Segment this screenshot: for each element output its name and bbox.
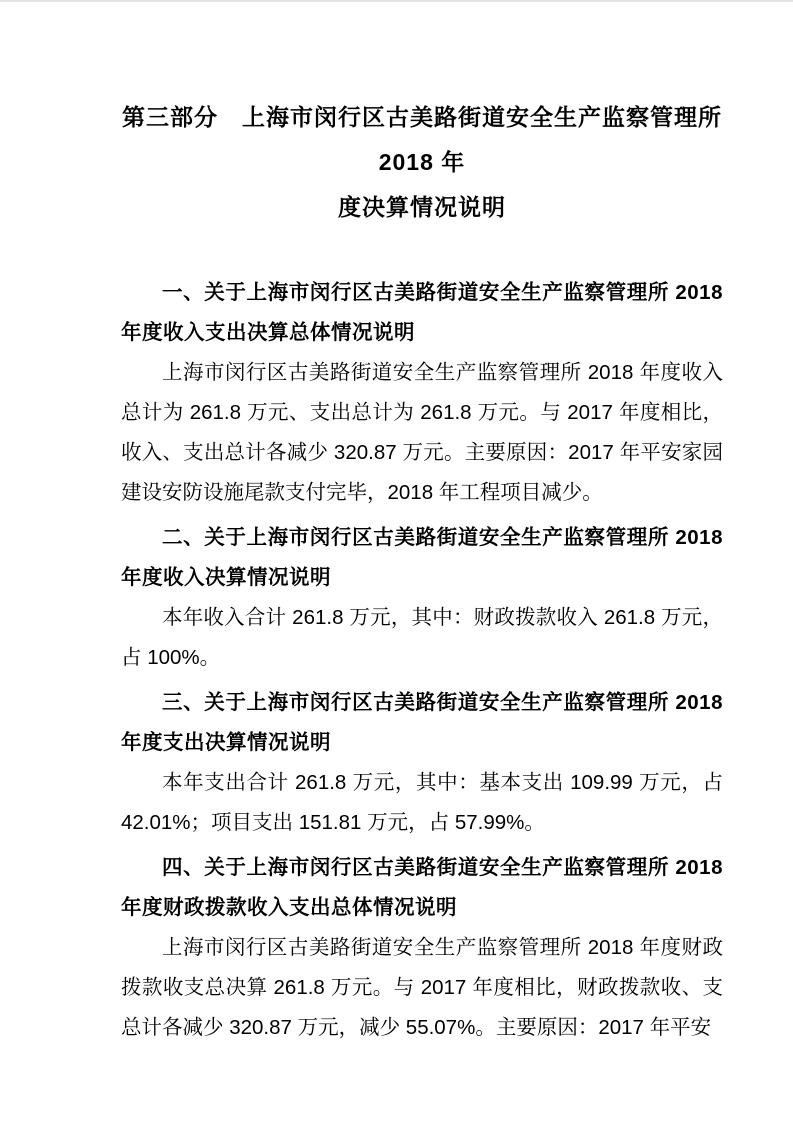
- section-income-expenditure-overview: [121, 273, 723, 513]
- section-1-paragraph: 上海市闵行区古美路街道安全生产监察管理所 2018 年度收入总计为 261.8 万元、支出总计为 261.8 万元。与 2017 年度相比，收入、支出总计各减少 320.87 万元。主要原因：2017 年平安家园建设安防设施尾款支付完毕，2018 年工程项目减少。: [121, 361, 723, 504]
- section-3-paragraph: 本年支出合计 261.8 万元，其中：基本支出 109.99 万元，占 42.01%；项目支出 151.81 万元，占 57.99%。: [121, 771, 723, 834]
- section-expenditure-final-accounts: [121, 683, 723, 843]
- title-line-1: 第三部分 上海市闵行区古美路街道安全生产监察管理所 2018 年: [122, 104, 722, 175]
- section-4-paragraph: 上海市闵行区古美路街道安全生产监察管理所 2018 年度财政拨款收支总决算 261.8 万元。与 2017 年度相比，财政拨款收、支总计各减少 320.87 万元，减少 55.07%。主要原因：2017 年平安: [121, 936, 723, 1039]
- title-line-2: 度决算情况说明: [338, 194, 506, 220]
- section-2-paragraph: 本年收入合计 261.8 万元，其中：财政拨款收入 261.8 万元，占 100%。: [121, 606, 723, 669]
- section-income-final-accounts: [121, 518, 723, 678]
- section-1-heading: 一、关于上海市闵行区古美路街道安全生产监察管理所 2018 年度收入支出决算总体情况说明: [121, 281, 723, 344]
- section-4-heading: 四、关于上海市闵行区古美路街道安全生产监察管理所 2018 年度财政拨款收入支出总体情况说明: [121, 856, 723, 919]
- section-3-heading: 三、关于上海市闵行区古美路街道安全生产监察管理所 2018 年度支出决算情况说明: [121, 691, 723, 754]
- document-title: [121, 95, 723, 230]
- section-2-heading: 二、关于上海市闵行区古美路街道安全生产监察管理所 2018 年度收入决算情况说明: [121, 526, 723, 589]
- section-fiscal-appropriation-overview: [121, 848, 723, 1048]
